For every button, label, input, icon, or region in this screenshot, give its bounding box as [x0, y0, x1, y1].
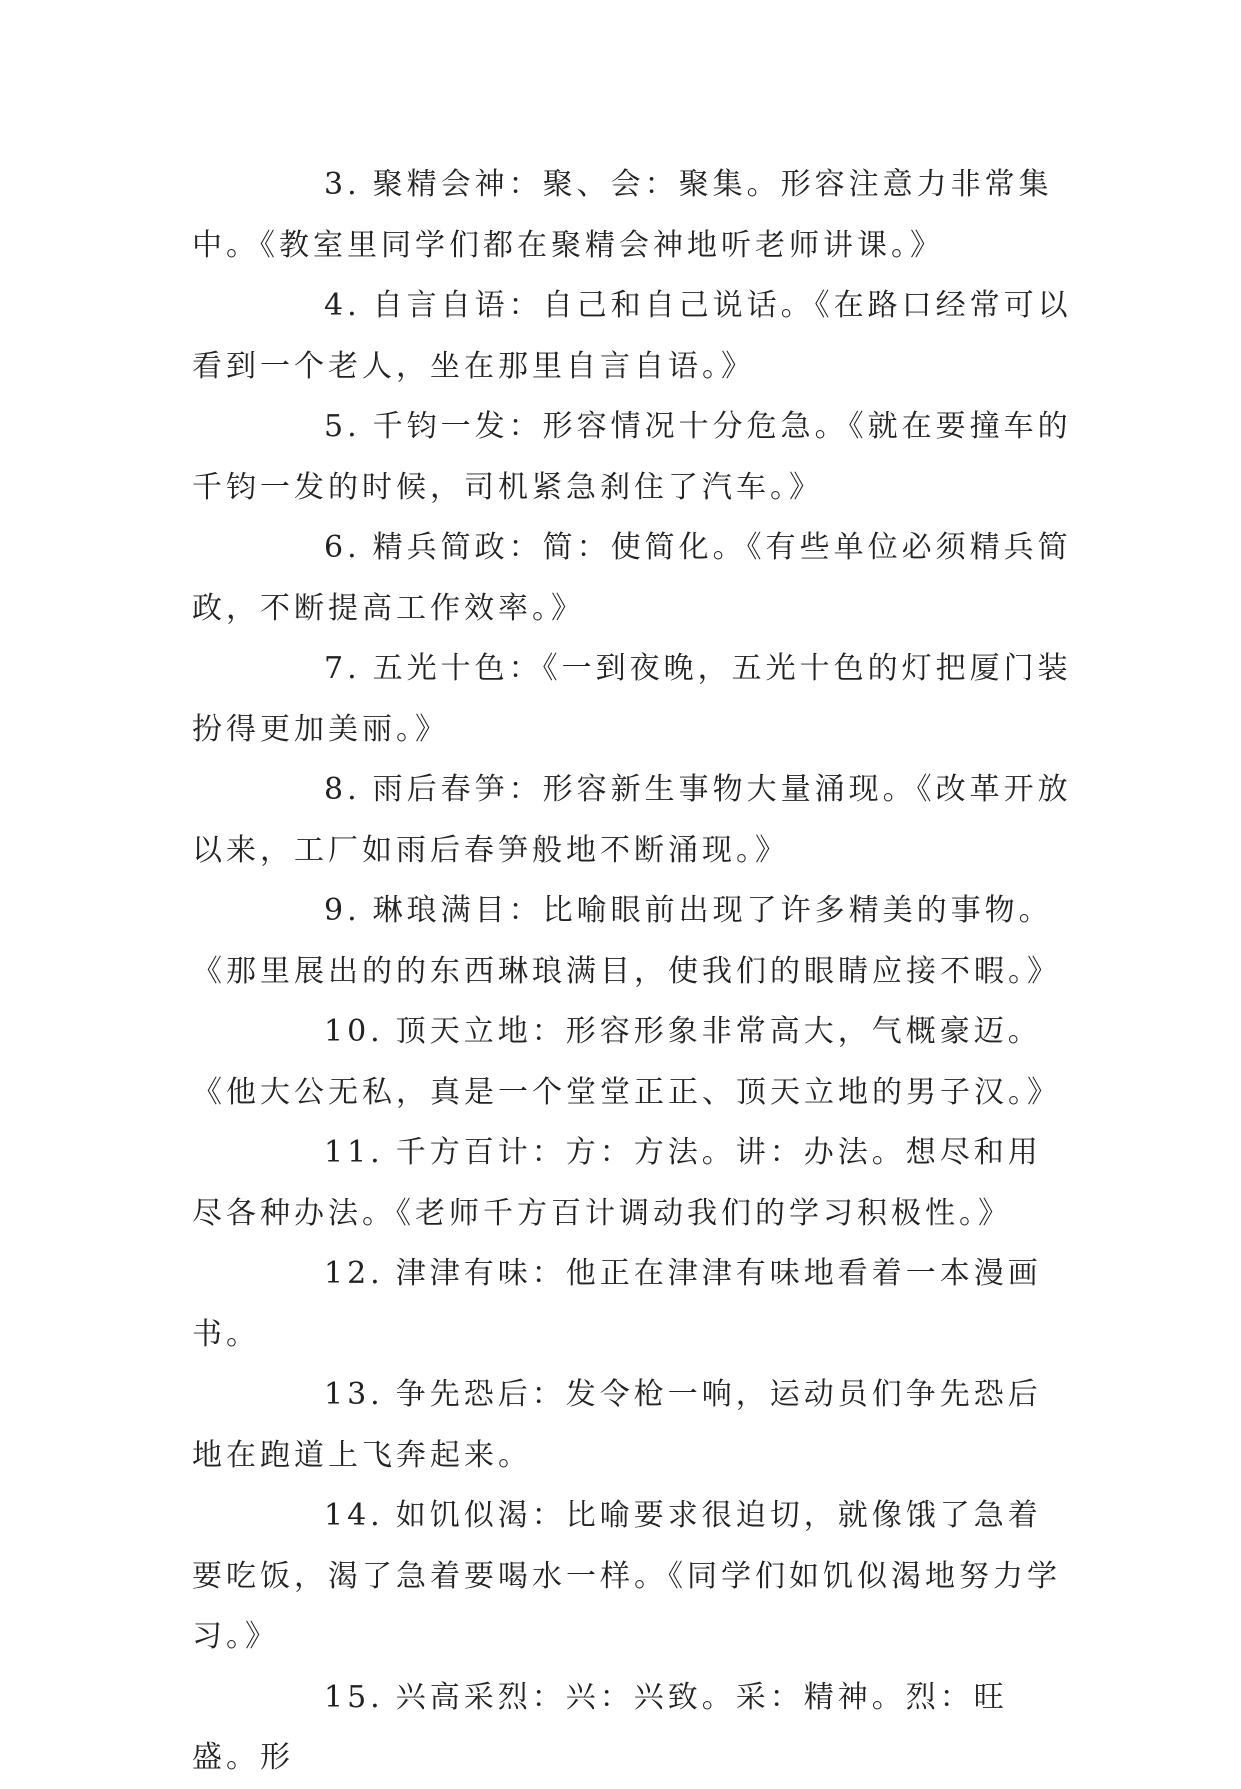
entry-text: 雨后春笋：形容新生事物大量涌现。《改革开放以来，工厂如雨后春笋般地不断涌现。》 [192, 772, 1072, 868]
idiom-entry-15 [192, 1668, 1072, 1789]
entry-text: 精兵简政：简：使简化。《有些单位必须精兵简政，不断提高工作效率。》 [192, 530, 1072, 626]
entry-number: 13. [324, 1377, 384, 1412]
idiom-entry-10 [192, 1002, 1072, 1123]
entry-number: 8. [324, 772, 361, 807]
entry-text: 自言自语：自己和自己说话。《在路口经常可以看到一个老人，坐在那里自言自语。》 [192, 288, 1072, 384]
document-body [192, 155, 1072, 1789]
entry-number: 14. [324, 1498, 384, 1533]
entry-text: 如饥似渴：比喻要求很迫切，就像饿了急着要吃饭，渴了急着要喝水一样。《同学们如饥似渴地努力学习。》 [192, 1498, 1061, 1654]
entry-number: 7. [324, 651, 361, 686]
idiom-entry-3 [192, 155, 1072, 276]
entry-text: 五光十色：《一到夜晚，五光十色的灯把厦门装扮得更加美丽。》 [192, 651, 1072, 747]
entry-text: 千方百计：方：方法。讲：办法。想尽和用尽各种办法。《老师千方百计调动我们的学习积极性。》 [192, 1135, 1042, 1231]
idiom-entry-11 [192, 1123, 1072, 1244]
entry-text: 聚精会神：聚、会：聚集。形容注意力非常集中。《教室里同学们都在聚精会神地听老师讲课。》 [192, 167, 1053, 263]
idiom-entry-13 [192, 1365, 1072, 1486]
idiom-entry-6 [192, 518, 1072, 639]
entry-text: 琳琅满目：比喻眼前出现了许多精美的事物。《那里展出的的东西琳琅满目，使我们的眼睛应接不暇。》 [192, 893, 1061, 989]
idiom-entry-9 [192, 881, 1072, 1002]
entry-text: 顶天立地：形容形象非常高大，气概豪迈。《他大公无私，真是一个堂堂正正、顶天立地的男子汉。》 [192, 1014, 1061, 1110]
entry-number: 15. [324, 1679, 384, 1715]
entry-number: 4. [324, 288, 361, 323]
idiom-entry-4 [192, 276, 1072, 397]
entry-text: 津津有味：他正在津津有味地看着一本漫画书。 [192, 1256, 1042, 1352]
entry-text: 兴高采烈：兴：兴致。采：精神。烈：旺盛。形 [192, 1679, 1008, 1775]
entry-number: 6. [324, 530, 361, 565]
idiom-entry-8 [192, 760, 1072, 881]
entry-text: 争先恐后：发令枪一响，运动员们争先恐后地在跑道上飞奔起来。 [192, 1377, 1042, 1473]
entry-number: 3. [324, 167, 361, 202]
idiom-entry-14 [192, 1486, 1072, 1668]
entry-number: 12. [324, 1256, 384, 1291]
entry-number: 10. [324, 1014, 384, 1049]
entry-number: 5. [324, 409, 361, 444]
entry-number: 11. [324, 1135, 384, 1170]
idiom-entry-5 [192, 397, 1072, 518]
idiom-entry-7 [192, 639, 1072, 760]
entry-text: 千钧一发：形容情况十分危急。《就在要撞车的千钧一发的时候，司机紧急刹住了汽车。》 [192, 409, 1072, 505]
idiom-entry-12 [192, 1244, 1072, 1365]
entry-number: 9. [324, 893, 361, 928]
